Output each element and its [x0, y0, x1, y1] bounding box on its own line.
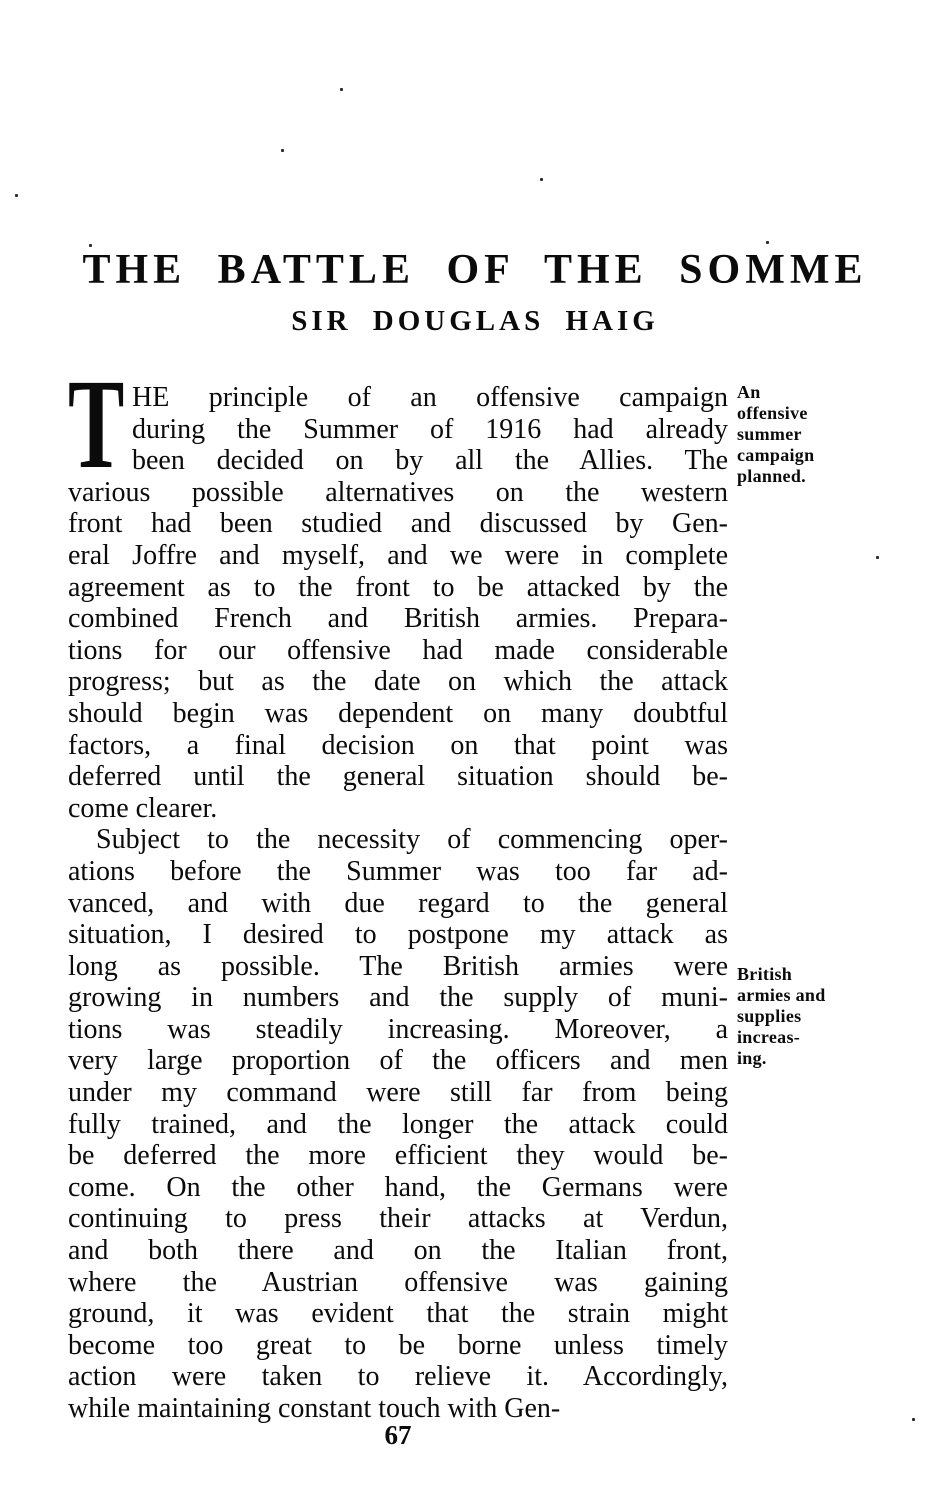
drop-cap: T [68, 353, 125, 495]
dust-speck [540, 178, 543, 181]
dust-speck [281, 149, 284, 152]
dust-speck [15, 194, 18, 197]
body-line: situation, I desired to postpone my attack as [68, 919, 728, 951]
body-line: factors, a final decision on that point was [68, 729, 728, 761]
dust-speck [89, 244, 92, 247]
body-line: become too great to be borne unless timely [68, 1329, 728, 1361]
body-line: ground, it was evident that the strain might [68, 1298, 728, 1330]
body-line: Subject to the necessity of commencing oper- [96, 824, 728, 856]
body-line: while maintaining constant touch with Gen- [68, 1393, 561, 1424]
margin-note-line: armies and [737, 985, 826, 1005]
dust-speck [876, 556, 879, 559]
margin-note-offensive-campaign [737, 382, 917, 487]
body-line: very large proportion of the officers and men [68, 1045, 728, 1077]
author-byline: SIR DOUGLAS HAIG [291, 305, 659, 337]
body-line: during the Summer of 1916 had already [132, 413, 728, 445]
body-line: front had been studied and discussed by Gen- [68, 508, 728, 540]
body-line: fully trained, and the longer the attack could [68, 1108, 728, 1140]
page-number: 67 [384, 1420, 412, 1450]
body-line: come clearer. [68, 792, 218, 824]
body-line: action were taken to relieve it. Accordingly, [68, 1361, 728, 1393]
margin-note-british-armies [737, 964, 917, 1069]
body-line: where the Austrian offensive was gaining [68, 1266, 728, 1298]
margin-note-line: offensive [737, 403, 808, 423]
body-line: should begin was dependent on many doubtful [68, 697, 728, 729]
body-line: come. On the other hand, the Germans were [68, 1171, 728, 1203]
body-line: agreement as to the front to be attacked by the [68, 571, 728, 603]
body-line: tions for our offensive had made considerable [68, 634, 728, 666]
dust-speck [340, 88, 343, 91]
margin-note-line: supplies [737, 1006, 802, 1026]
body-line: been decided on by all the Allies. The [132, 445, 728, 477]
margin-note-line: planned. [737, 466, 806, 486]
body-line: ations before the Summer was too far ad- [68, 855, 728, 887]
margin-note-line: campaign [737, 445, 815, 465]
margin-note-line: An [737, 382, 761, 402]
body-line: HE principle of an offensive campaign [132, 382, 728, 413]
margin-note-line: ing. [737, 1048, 767, 1068]
dust-speck [912, 1418, 915, 1421]
body-line: various possible alternatives on the western [68, 476, 728, 508]
margin-note-line: British [737, 964, 793, 984]
body-line: tions was steadily increasing. Moreover, a [68, 1013, 728, 1045]
page-title: THE BATTLE OF THE SOMME [82, 247, 868, 293]
body-line: continuing to press their attacks at Verdun, [68, 1203, 728, 1235]
dust-speck [766, 241, 769, 244]
body-line: growing in numbers and the supply of muni- [68, 982, 728, 1014]
margin-note-line: summer [737, 424, 802, 444]
body-line: and both there and on the Italian front, [68, 1235, 728, 1267]
body-line: combined French and British armies. Prepara- [68, 603, 728, 635]
margin-note-line: increas- [737, 1027, 801, 1047]
body-line: vanced, and with due regard to the general [68, 887, 728, 919]
body-line: eral Joffre and myself, and we were in complete [68, 539, 728, 571]
body-line: under my command were still far from being [68, 1077, 728, 1109]
body-line: be deferred the more efficient they would be- [68, 1140, 728, 1172]
body-line: long as possible. The British armies were [68, 950, 728, 982]
body-line: progress; but as the date on which the attack [68, 666, 728, 698]
body-line: deferred until the general situation should be- [68, 761, 728, 793]
body-text [68, 353, 728, 1425]
